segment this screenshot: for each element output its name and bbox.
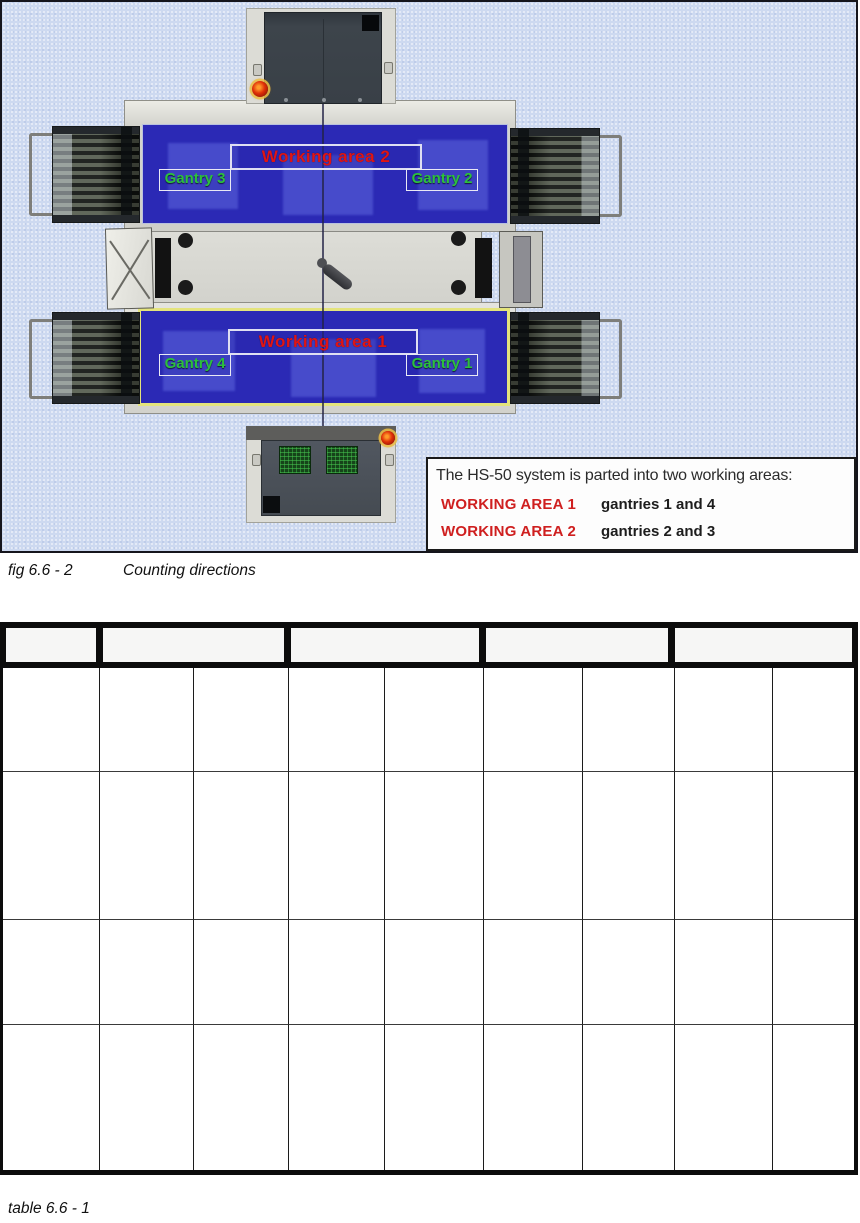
keypad-screen-right — [326, 446, 358, 474]
working-area-2-gantries: gantries 2 and 3 — [601, 523, 716, 540]
figure-caption — [8, 562, 256, 580]
table-cell — [289, 1025, 385, 1170]
counting-directions-table — [0, 622, 858, 1175]
table-header-row — [0, 622, 858, 668]
table-header-cell — [103, 628, 284, 662]
working-area-1-label: Working area 1 — [228, 329, 418, 355]
table-caption: table 6.6 - 1 — [8, 1200, 90, 1217]
gantry-3-label: Gantry 3 — [159, 169, 231, 191]
table-cell — [385, 772, 484, 920]
table-cell — [773, 1025, 854, 1170]
docking-cart-left — [105, 227, 154, 309]
table-cell — [484, 920, 583, 1025]
transfer-slot-left — [155, 238, 171, 298]
locating-hole — [178, 233, 193, 248]
info-intro-text: The HS-50 system is parted into two working areas: — [436, 467, 793, 484]
table-cell — [484, 772, 583, 920]
figure-caption-number: fig 6.6 - 2 — [8, 562, 73, 579]
working-area-1-name: WORKING AREA 1 — [441, 496, 577, 513]
table-header-cell — [6, 628, 96, 662]
table-cell — [289, 772, 385, 920]
working-area-1-gantries: gantries 1 and 4 — [601, 496, 716, 513]
emergency-stop-button-top — [252, 81, 268, 97]
table-cell — [289, 668, 385, 772]
bottom-panel-display — [263, 496, 280, 513]
table-cell — [100, 668, 194, 772]
machine-middle-section — [150, 231, 482, 307]
table-header-cell — [291, 628, 479, 662]
table-cell — [385, 920, 484, 1025]
table-cell — [3, 668, 100, 772]
table-cell — [773, 772, 854, 920]
emergency-stop-button-bottom — [381, 431, 395, 445]
table-cell — [100, 1025, 194, 1170]
bottom-module-rail — [246, 426, 396, 440]
info-row-working-area-2 — [441, 523, 715, 540]
gantry-1-label: Gantry 1 — [406, 354, 478, 376]
table-body — [0, 668, 858, 1175]
screw — [358, 98, 362, 102]
conveyor-top-left — [52, 126, 140, 223]
working-area-2-name: WORKING AREA 2 — [441, 523, 577, 540]
table-cell — [385, 1025, 484, 1170]
locating-hole — [178, 280, 193, 295]
table-cell — [100, 772, 194, 920]
locating-hole — [451, 231, 466, 246]
table-cell — [3, 772, 100, 920]
table-cell — [773, 920, 854, 1025]
table-cell — [3, 1025, 100, 1170]
figure-counting-directions — [0, 0, 858, 553]
table-cell — [100, 920, 194, 1025]
latch-knob — [385, 454, 394, 466]
table-cell — [675, 772, 773, 920]
table-cell — [484, 1025, 583, 1170]
locating-hole — [451, 280, 466, 295]
table-cell — [583, 1025, 675, 1170]
table-cell — [484, 668, 583, 772]
table-cell — [583, 668, 675, 772]
table-header-cell — [675, 628, 852, 662]
keypad-screen-left — [279, 446, 311, 474]
table-cell — [583, 772, 675, 920]
docking-cart-right — [499, 231, 543, 308]
table-header-cell — [486, 628, 668, 662]
table-cell — [385, 668, 484, 772]
table-cell — [773, 668, 854, 772]
figure-caption-title: Counting directions — [123, 562, 256, 579]
latch-knob — [253, 64, 262, 76]
table-cell — [194, 772, 289, 920]
top-panel-display — [362, 15, 379, 31]
table-cell — [194, 1025, 289, 1170]
table-cell — [675, 920, 773, 1025]
conveyor-bottom-right — [510, 312, 600, 404]
latch-knob — [384, 62, 393, 74]
gantry-4-label: Gantry 4 — [159, 354, 231, 376]
table-cell — [583, 920, 675, 1025]
table-cell — [289, 920, 385, 1025]
table-cell — [3, 920, 100, 1025]
info-row-working-area-1 — [441, 496, 715, 513]
screw — [284, 98, 288, 102]
gantry-2-label: Gantry 2 — [406, 169, 478, 191]
transfer-slot-right — [475, 238, 492, 298]
table-cell — [675, 1025, 773, 1170]
table-cell — [194, 920, 289, 1025]
conveyor-top-right — [510, 128, 600, 224]
screw — [322, 98, 326, 102]
latch-knob — [252, 454, 261, 466]
table-cell — [194, 668, 289, 772]
conveyor-bottom-left — [52, 312, 140, 404]
working-areas-info-box — [426, 457, 856, 551]
working-area-2-label: Working area 2 — [230, 144, 422, 170]
table-cell — [675, 668, 773, 772]
